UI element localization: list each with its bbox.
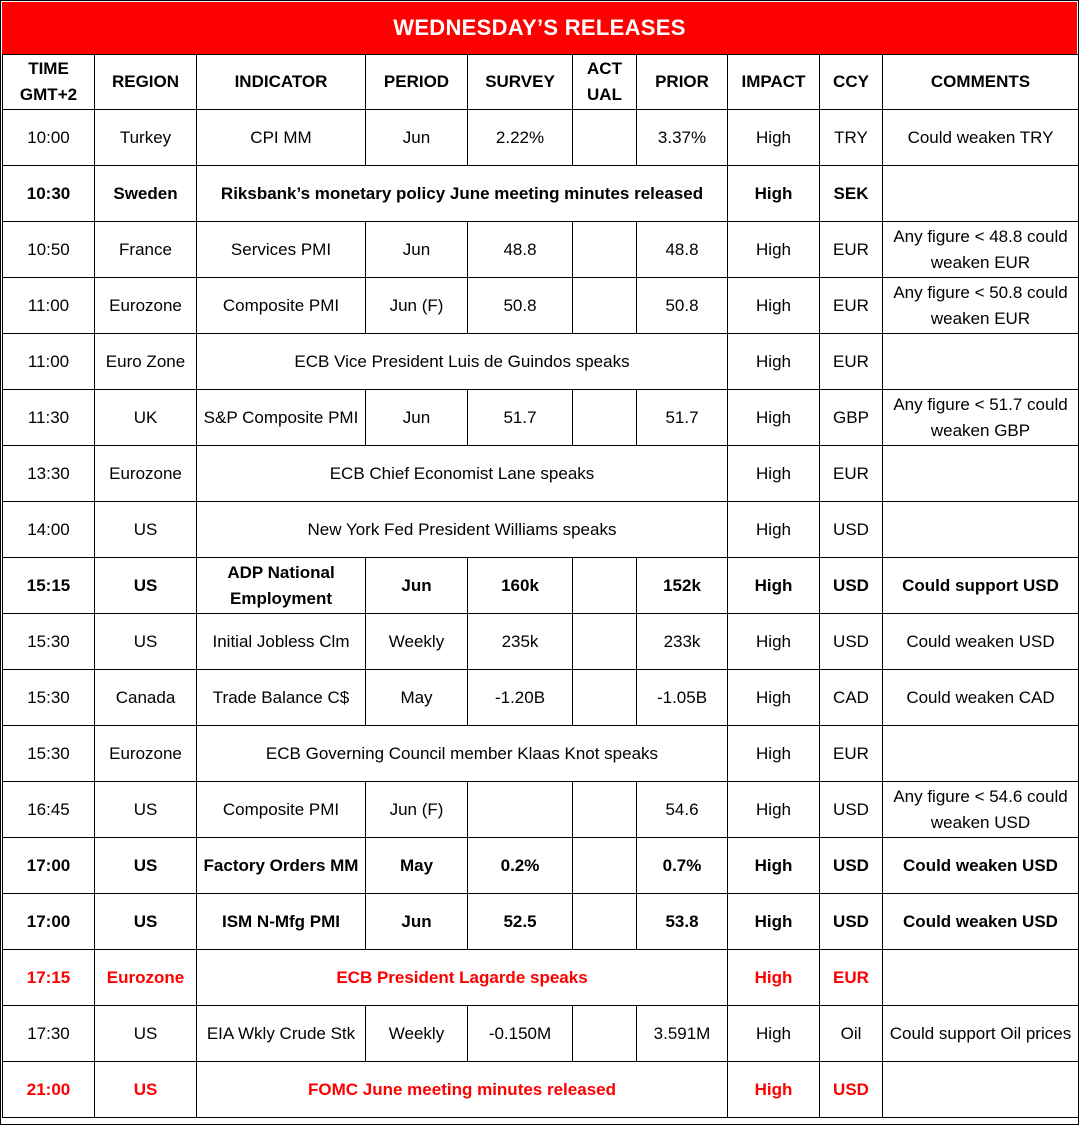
cell-prior: -1.05B — [637, 670, 728, 726]
cell-time: 14:00 — [3, 502, 95, 558]
header-comments: COMMENTS — [883, 55, 1079, 110]
cell-comments: Could weaken USD — [883, 838, 1079, 894]
cell-survey: 50.8 — [468, 278, 573, 334]
table-row — [3, 502, 1079, 558]
cell-impact: High — [728, 502, 820, 558]
cell-event: FOMC June meeting minutes released — [197, 1062, 728, 1118]
cell-region: Eurozone — [95, 950, 197, 1006]
cell-indicator: Services PMI — [197, 222, 366, 278]
cell-impact: High — [728, 726, 820, 782]
table-row — [3, 446, 1079, 502]
cell-actual — [573, 390, 637, 446]
table-row — [3, 222, 1079, 278]
cell-impact: High — [728, 222, 820, 278]
cell-ccy: EUR — [820, 222, 883, 278]
cell-impact: High — [728, 950, 820, 1006]
header-region: REGION — [95, 55, 197, 110]
header-actual — [573, 55, 637, 110]
cell-event: ECB Governing Council member Klaas Knot speaks — [197, 726, 728, 782]
cell-region: Turkey — [95, 110, 197, 166]
table-row — [3, 390, 1079, 446]
cell-survey: -1.20B — [468, 670, 573, 726]
cell-indicator: CPI MM — [197, 110, 366, 166]
cell-period: Weekly — [366, 1006, 468, 1062]
cell-time: 10:30 — [3, 166, 95, 222]
cell-survey: 0.2% — [468, 838, 573, 894]
cell-actual — [573, 782, 637, 838]
cell-actual — [573, 110, 637, 166]
cell-ccy: GBP — [820, 390, 883, 446]
releases-table — [2, 54, 1079, 1118]
table-row — [3, 166, 1079, 222]
cell-time: 15:30 — [3, 670, 95, 726]
cell-prior: 233k — [637, 614, 728, 670]
table-row — [3, 334, 1079, 390]
cell-comments — [883, 334, 1079, 390]
header-survey: SURVEY — [468, 55, 573, 110]
cell-impact: High — [728, 278, 820, 334]
table-row — [3, 726, 1079, 782]
cell-indicator: Composite PMI — [197, 278, 366, 334]
cell-indicator: Trade Balance C$ — [197, 670, 366, 726]
cell-region: Canada — [95, 670, 197, 726]
cell-prior: 48.8 — [637, 222, 728, 278]
cell-prior: 3.37% — [637, 110, 728, 166]
cell-region: US — [95, 558, 197, 614]
cell-actual — [573, 558, 637, 614]
cell-time: 17:00 — [3, 838, 95, 894]
cell-impact: High — [728, 894, 820, 950]
cell-region: US — [95, 782, 197, 838]
cell-survey: -0.150M — [468, 1006, 573, 1062]
cell-comments: Could weaken CAD — [883, 670, 1079, 726]
cell-prior: 152k — [637, 558, 728, 614]
cell-period: Jun — [366, 390, 468, 446]
cell-event: Riksbank’s monetary policy June meeting minutes released — [197, 166, 728, 222]
cell-comments: Could weaken USD — [883, 894, 1079, 950]
cell-period: Jun — [366, 894, 468, 950]
cell-ccy: USD — [820, 502, 883, 558]
cell-survey: 160k — [468, 558, 573, 614]
cell-prior: 0.7% — [637, 838, 728, 894]
cell-ccy: EUR — [820, 334, 883, 390]
cell-region: Sweden — [95, 166, 197, 222]
cell-ccy: USD — [820, 1062, 883, 1118]
cell-ccy: Oil — [820, 1006, 883, 1062]
cell-period: Jun — [366, 222, 468, 278]
cell-time: 11:00 — [3, 278, 95, 334]
cell-indicator: EIA Wkly Crude Stk — [197, 1006, 366, 1062]
cell-comments: Could support USD — [883, 558, 1079, 614]
cell-time: 10:00 — [3, 110, 95, 166]
cell-time: 11:30 — [3, 390, 95, 446]
page-title: WEDNESDAY’S RELEASES — [2, 2, 1077, 54]
table-row — [3, 894, 1079, 950]
table-row — [3, 670, 1079, 726]
table-row — [3, 558, 1079, 614]
cell-indicator: Composite PMI — [197, 782, 366, 838]
cell-comments: Could support Oil prices — [883, 1006, 1079, 1062]
cell-indicator: ISM N-Mfg PMI — [197, 894, 366, 950]
cell-ccy: CAD — [820, 670, 883, 726]
header-time — [3, 55, 95, 110]
table-row — [3, 278, 1079, 334]
cell-time: 13:30 — [3, 446, 95, 502]
cell-actual — [573, 278, 637, 334]
cell-comments: Any figure < 51.7 could weaken GBP — [883, 390, 1079, 446]
header-ccy: CCY — [820, 55, 883, 110]
cell-ccy: USD — [820, 838, 883, 894]
cell-comments: Could weaken USD — [883, 614, 1079, 670]
cell-ccy: EUR — [820, 726, 883, 782]
cell-event: ECB Chief Economist Lane speaks — [197, 446, 728, 502]
cell-ccy: EUR — [820, 950, 883, 1006]
cell-comments — [883, 1062, 1079, 1118]
cell-ccy: USD — [820, 614, 883, 670]
cell-region: US — [95, 502, 197, 558]
cell-event: New York Fed President Williams speaks — [197, 502, 728, 558]
header-indicator: INDICATOR — [197, 55, 366, 110]
cell-impact: High — [728, 838, 820, 894]
table-row — [3, 782, 1079, 838]
cell-period: Weekly — [366, 614, 468, 670]
cell-ccy: TRY — [820, 110, 883, 166]
cell-time: 11:00 — [3, 334, 95, 390]
cell-impact: High — [728, 1006, 820, 1062]
cell-ccy: USD — [820, 782, 883, 838]
header-period: PERIOD — [366, 55, 468, 110]
cell-region: US — [95, 1062, 197, 1118]
cell-period: Jun (F) — [366, 278, 468, 334]
cell-prior: 54.6 — [637, 782, 728, 838]
header-actual-line2: UAL — [587, 85, 622, 104]
cell-impact: High — [728, 166, 820, 222]
cell-survey: 235k — [468, 614, 573, 670]
cell-time: 15:30 — [3, 614, 95, 670]
cell-time: 15:15 — [3, 558, 95, 614]
cell-indicator: ADP National Employment — [197, 558, 366, 614]
cell-survey — [468, 782, 573, 838]
cell-actual — [573, 614, 637, 670]
cell-time: 17:15 — [3, 950, 95, 1006]
cell-comments — [883, 726, 1079, 782]
cell-actual — [573, 1006, 637, 1062]
cell-period: Jun (F) — [366, 782, 468, 838]
cell-ccy: EUR — [820, 446, 883, 502]
cell-actual — [573, 838, 637, 894]
cell-comments: Any figure < 54.6 could weaken USD — [883, 782, 1079, 838]
cell-prior: 53.8 — [637, 894, 728, 950]
cell-period: Jun — [366, 558, 468, 614]
cell-region: Eurozone — [95, 278, 197, 334]
cell-comments: Any figure < 50.8 could weaken EUR — [883, 278, 1079, 334]
cell-region: Euro Zone — [95, 334, 197, 390]
cell-impact: High — [728, 110, 820, 166]
table-row — [3, 838, 1079, 894]
cell-prior: 50.8 — [637, 278, 728, 334]
cell-region: US — [95, 838, 197, 894]
cell-impact: High — [728, 446, 820, 502]
table-row — [3, 1006, 1079, 1062]
cell-region: Eurozone — [95, 446, 197, 502]
cell-event: ECB Vice President Luis de Guindos speaks — [197, 334, 728, 390]
cell-comments — [883, 502, 1079, 558]
cell-prior: 51.7 — [637, 390, 728, 446]
cell-comments: Could weaken TRY — [883, 110, 1079, 166]
cell-time: 15:30 — [3, 726, 95, 782]
cell-survey: 52.5 — [468, 894, 573, 950]
cell-ccy: USD — [820, 558, 883, 614]
cell-period: May — [366, 670, 468, 726]
cell-time: 21:00 — [3, 1062, 95, 1118]
cell-impact: High — [728, 670, 820, 726]
cell-impact: High — [728, 782, 820, 838]
header-actual-line1: ACT — [587, 59, 622, 78]
cell-event: ECB President Lagarde speaks — [197, 950, 728, 1006]
cell-indicator: Initial Jobless Clm — [197, 614, 366, 670]
cell-region: France — [95, 222, 197, 278]
cell-actual — [573, 670, 637, 726]
cell-region: US — [95, 894, 197, 950]
cell-indicator: S&P Composite PMI — [197, 390, 366, 446]
cell-ccy: USD — [820, 894, 883, 950]
cell-period: May — [366, 838, 468, 894]
cell-comments — [883, 446, 1079, 502]
cell-survey: 51.7 — [468, 390, 573, 446]
cell-ccy: SEK — [820, 166, 883, 222]
header-prior: PRIOR — [637, 55, 728, 110]
cell-survey: 2.22% — [468, 110, 573, 166]
cell-time: 16:45 — [3, 782, 95, 838]
cell-impact: High — [728, 1062, 820, 1118]
header-row — [3, 55, 1079, 110]
cell-actual — [573, 222, 637, 278]
cell-period: Jun — [366, 110, 468, 166]
header-time-line2: GMT+2 — [19, 85, 78, 104]
table-row — [3, 614, 1079, 670]
cell-region: US — [95, 1006, 197, 1062]
cell-time: 17:30 — [3, 1006, 95, 1062]
cell-impact: High — [728, 558, 820, 614]
table-row — [3, 950, 1079, 1006]
cell-comments — [883, 166, 1079, 222]
cell-comments — [883, 950, 1079, 1006]
header-time-line1: TIME — [28, 59, 69, 78]
cell-region: US — [95, 614, 197, 670]
cell-comments: Any figure < 48.8 could weaken EUR — [883, 222, 1079, 278]
cell-impact: High — [728, 390, 820, 446]
cell-prior: 3.591M — [637, 1006, 728, 1062]
cell-survey: 48.8 — [468, 222, 573, 278]
table-row — [3, 1062, 1079, 1118]
cell-ccy: EUR — [820, 278, 883, 334]
cell-region: UK — [95, 390, 197, 446]
header-impact: IMPACT — [728, 55, 820, 110]
cell-actual — [573, 894, 637, 950]
table-row — [3, 110, 1079, 166]
cell-time: 10:50 — [3, 222, 95, 278]
table-body — [3, 110, 1079, 1118]
cell-impact: High — [728, 334, 820, 390]
cell-time: 17:00 — [3, 894, 95, 950]
cell-region: Eurozone — [95, 726, 197, 782]
cell-indicator: Factory Orders MM — [197, 838, 366, 894]
cell-impact: High — [728, 614, 820, 670]
